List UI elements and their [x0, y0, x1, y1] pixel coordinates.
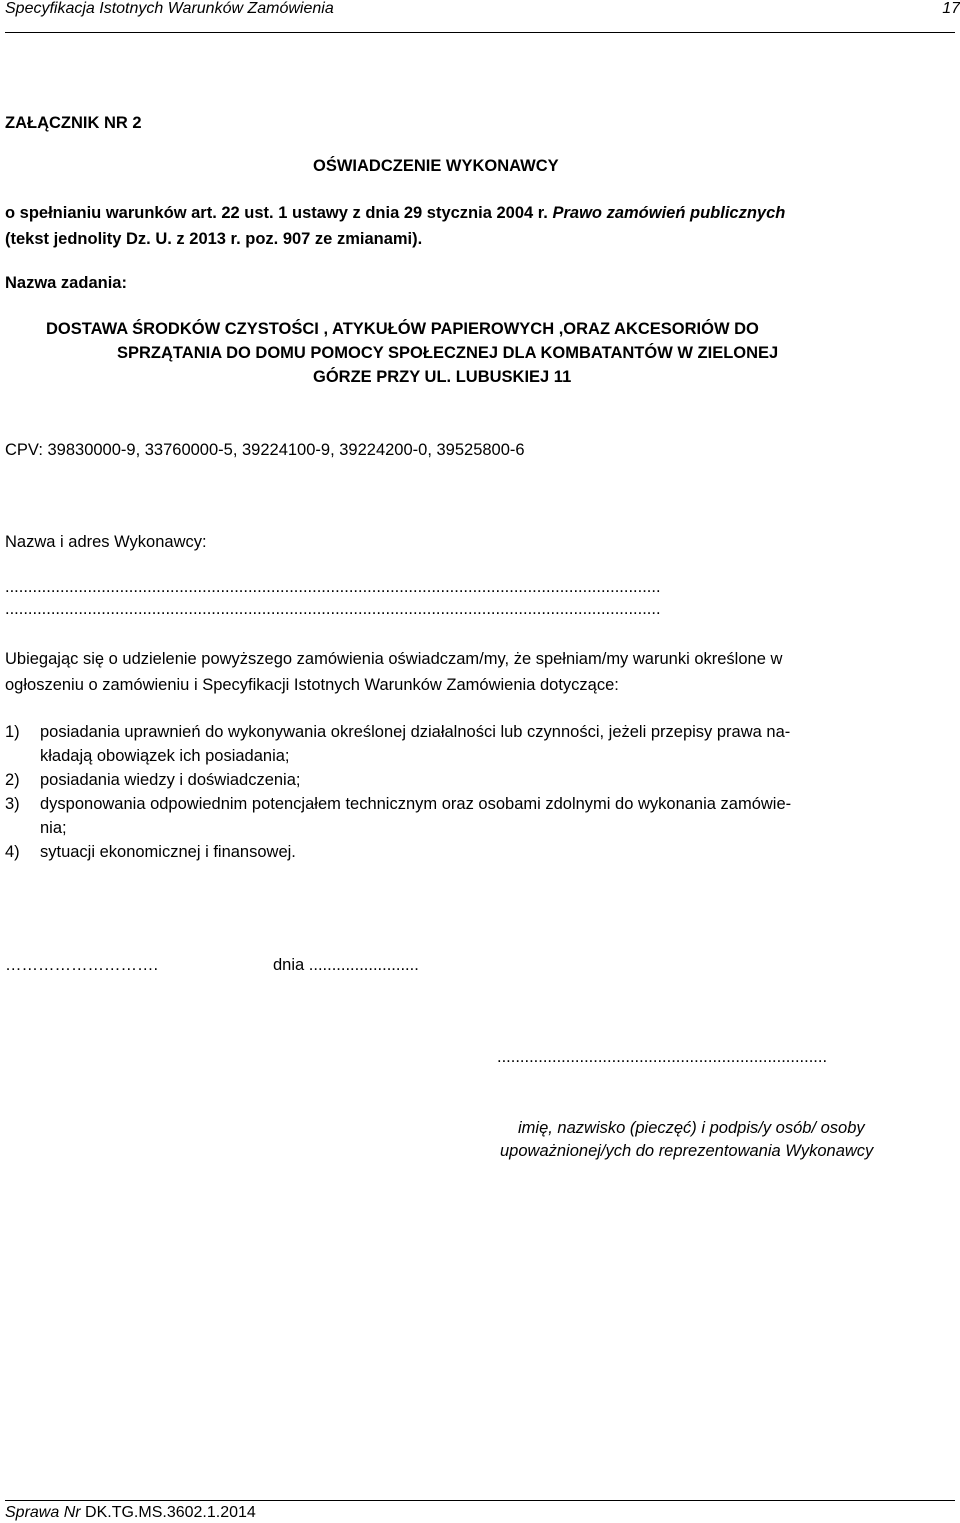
- task-name-line3: GÓRZE PRZY UL. LUBUSKIEJ 11: [313, 368, 572, 386]
- condition-text: dysponowania odpowiednim potencjałem technicznym oraz osobami zdolnymi do wykonania zamówie-: [40, 795, 792, 813]
- contractor-fill-line2: ...............................................................................................................................................: [5, 600, 661, 618]
- header-rule: [5, 32, 955, 33]
- attachment-title: ZAŁĄCZNIK NR 2: [5, 114, 142, 132]
- header-title: Specyfikacja Istotnych Warunków Zamówienia: [5, 0, 334, 17]
- place-field: ……………………….: [5, 956, 159, 974]
- signature-caption-line2: upoważnionej/ych do reprezentowania Wykonawcy: [500, 1142, 874, 1160]
- footer: [5, 1504, 256, 1522]
- page-number: 17: [942, 0, 960, 17]
- task-name-line1: DOSTAWA ŚRODKÓW CZYSTOŚCI , ATYKUŁÓW PAPIEROWYCH ,ORAZ AKCESORIÓW DO: [46, 320, 759, 338]
- condition-text-cont: nia;: [40, 819, 67, 837]
- legal-basis-text: o spełnianiu warunków art. 22 ust. 1 ustawy z dnia 29 stycznia 2004 r.: [5, 204, 548, 222]
- signature-caption-line1: imię, nazwisko (pieczęć) i podpis/y osób/ osoby: [518, 1119, 865, 1137]
- condition-text: posiadania wiedzy i doświadczenia;: [40, 771, 301, 789]
- declaration-line2: ogłoszeniu o zamówieniu i Specyfikacji Istotnych Warunków Zamówienia dotyczące:: [5, 676, 619, 694]
- statement-title: OŚWIADCZENIE WYKONAWCY: [313, 157, 559, 175]
- footer-rule: [5, 1500, 955, 1501]
- condition-number: 4): [5, 843, 20, 861]
- condition-number: 1): [5, 723, 20, 741]
- task-label: Nazwa zadania:: [5, 274, 127, 292]
- legal-basis-line2: (tekst jednolity Dz. U. z 2013 r. poz. 907 ze zmianami).: [5, 230, 423, 248]
- signature-line: ........................................................................: [497, 1048, 828, 1066]
- legal-basis-act-name: Prawo zamówień publicznych: [552, 204, 786, 222]
- date-field: dnia ........................: [273, 956, 419, 974]
- legal-basis-line1: [5, 204, 785, 223]
- case-number: DK.TG.MS.3602.1.2014: [85, 1504, 256, 1521]
- condition-text-cont: kładają obowiązek ich posiadania;: [40, 747, 290, 765]
- contractor-fill-line1: ...............................................................................................................................................: [5, 578, 661, 596]
- contractor-label: Nazwa i adres Wykonawcy:: [5, 533, 207, 551]
- condition-number: 2): [5, 771, 20, 789]
- condition-text: sytuacji ekonomicznej i finansowej.: [40, 843, 296, 861]
- task-name-line2: SPRZĄTANIA DO DOMU POMOCY SPOŁECZNEJ DLA KOMBATANTÓW W ZIELONEJ: [117, 344, 779, 362]
- condition-number: 3): [5, 795, 20, 813]
- declaration-line1: Ubiegając się o udzielenie powyższego zamówienia oświadczam/my, że spełniam/my warunki określone w: [5, 650, 783, 668]
- condition-text: posiadania uprawnień do wykonywania określonej działalności lub czynności, jeżeli przepisy prawa na-: [40, 723, 791, 741]
- footer-label: Sprawa Nr: [5, 1504, 81, 1521]
- cpv-codes: CPV: 39830000-9, 33760000-5, 39224100-9, 39224200-0, 39525800-6: [5, 441, 525, 459]
